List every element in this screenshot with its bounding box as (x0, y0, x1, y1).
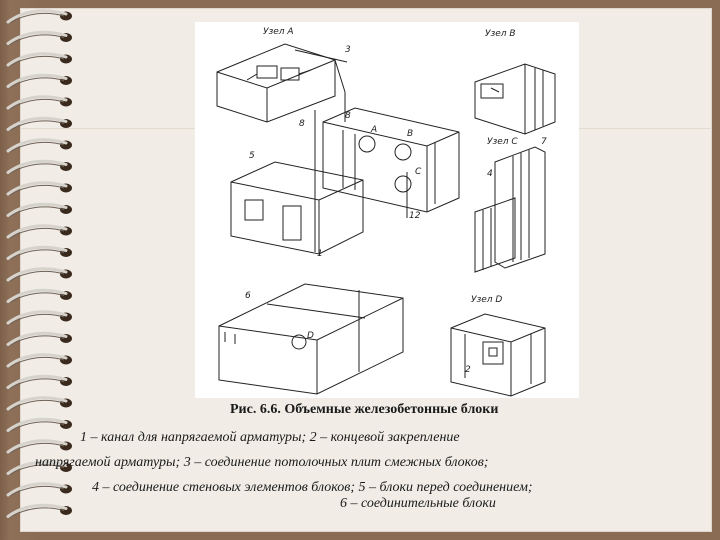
label-dim-8b: 8 (299, 119, 305, 129)
caption-line-1: 1 – канал для напрягаемой арматуры; 2 – концевой закрепление (80, 430, 460, 445)
binding-ring (8, 118, 72, 130)
caption-line-3: 4 – соединение стеновых элементов блоков; 5 – блоки перед соединением; (92, 480, 533, 495)
node-a-detail (217, 44, 347, 122)
binding-ring (8, 140, 72, 152)
binding-ring (8, 269, 72, 281)
binding-ring (8, 312, 72, 324)
label-mark-b: В (407, 129, 414, 139)
binding-ring (8, 204, 72, 216)
binding-ring (8, 355, 72, 367)
binding-ring (8, 419, 72, 431)
label-dim-12: 12 (409, 211, 421, 221)
binding-ring (8, 398, 72, 410)
binding-ring (8, 484, 72, 496)
label-mark-c: С (415, 167, 422, 177)
caption-line-2: напрягаемой арматуры; 3 – соединение потолочных плит смежных блоков; (35, 455, 489, 470)
binding-ring (8, 441, 72, 453)
binding-ring (8, 183, 72, 195)
binding-ring (8, 376, 72, 388)
binding-ring (8, 226, 72, 238)
label-num-2: 2 (465, 365, 471, 375)
node-d-detail (451, 314, 545, 396)
technical-drawing (195, 22, 579, 398)
binding-ring (8, 54, 72, 66)
binding-ring (8, 11, 72, 23)
label-node-c: Узел С (487, 137, 518, 147)
label-dim-8a: 8 (345, 111, 351, 121)
label-mark-a: А (371, 125, 378, 135)
binding-ring (8, 290, 72, 302)
node-b-detail (475, 64, 555, 134)
binding-ring (8, 505, 72, 517)
label-num-7: 7 (541, 137, 547, 147)
label-num-4: 4 (487, 169, 493, 179)
caption-title: Рис. 6.6. Объемные железобетонные блоки (230, 402, 499, 417)
label-num-5: 5 (249, 151, 255, 161)
label-num-3: 3 (345, 45, 351, 55)
label-num-6: 6 (245, 291, 251, 301)
label-num-1: 1 (317, 249, 323, 259)
binding-ring (8, 333, 72, 345)
label-mark-d: D (307, 331, 314, 341)
drawing-svg (195, 22, 579, 398)
binding-ring (8, 32, 72, 44)
caption-line-4: 6 – соединительные блоки (340, 496, 496, 511)
label-node-a: Узел А (263, 27, 294, 37)
binding-ring (8, 161, 72, 173)
node-c-detail (475, 147, 545, 272)
binding-ring (8, 247, 72, 259)
label-node-d: Узел D (471, 295, 503, 305)
label-node-b: Узел В (485, 29, 516, 39)
binding-ring (8, 97, 72, 109)
binding-ring (8, 75, 72, 87)
blocks-before-joining (231, 108, 459, 254)
